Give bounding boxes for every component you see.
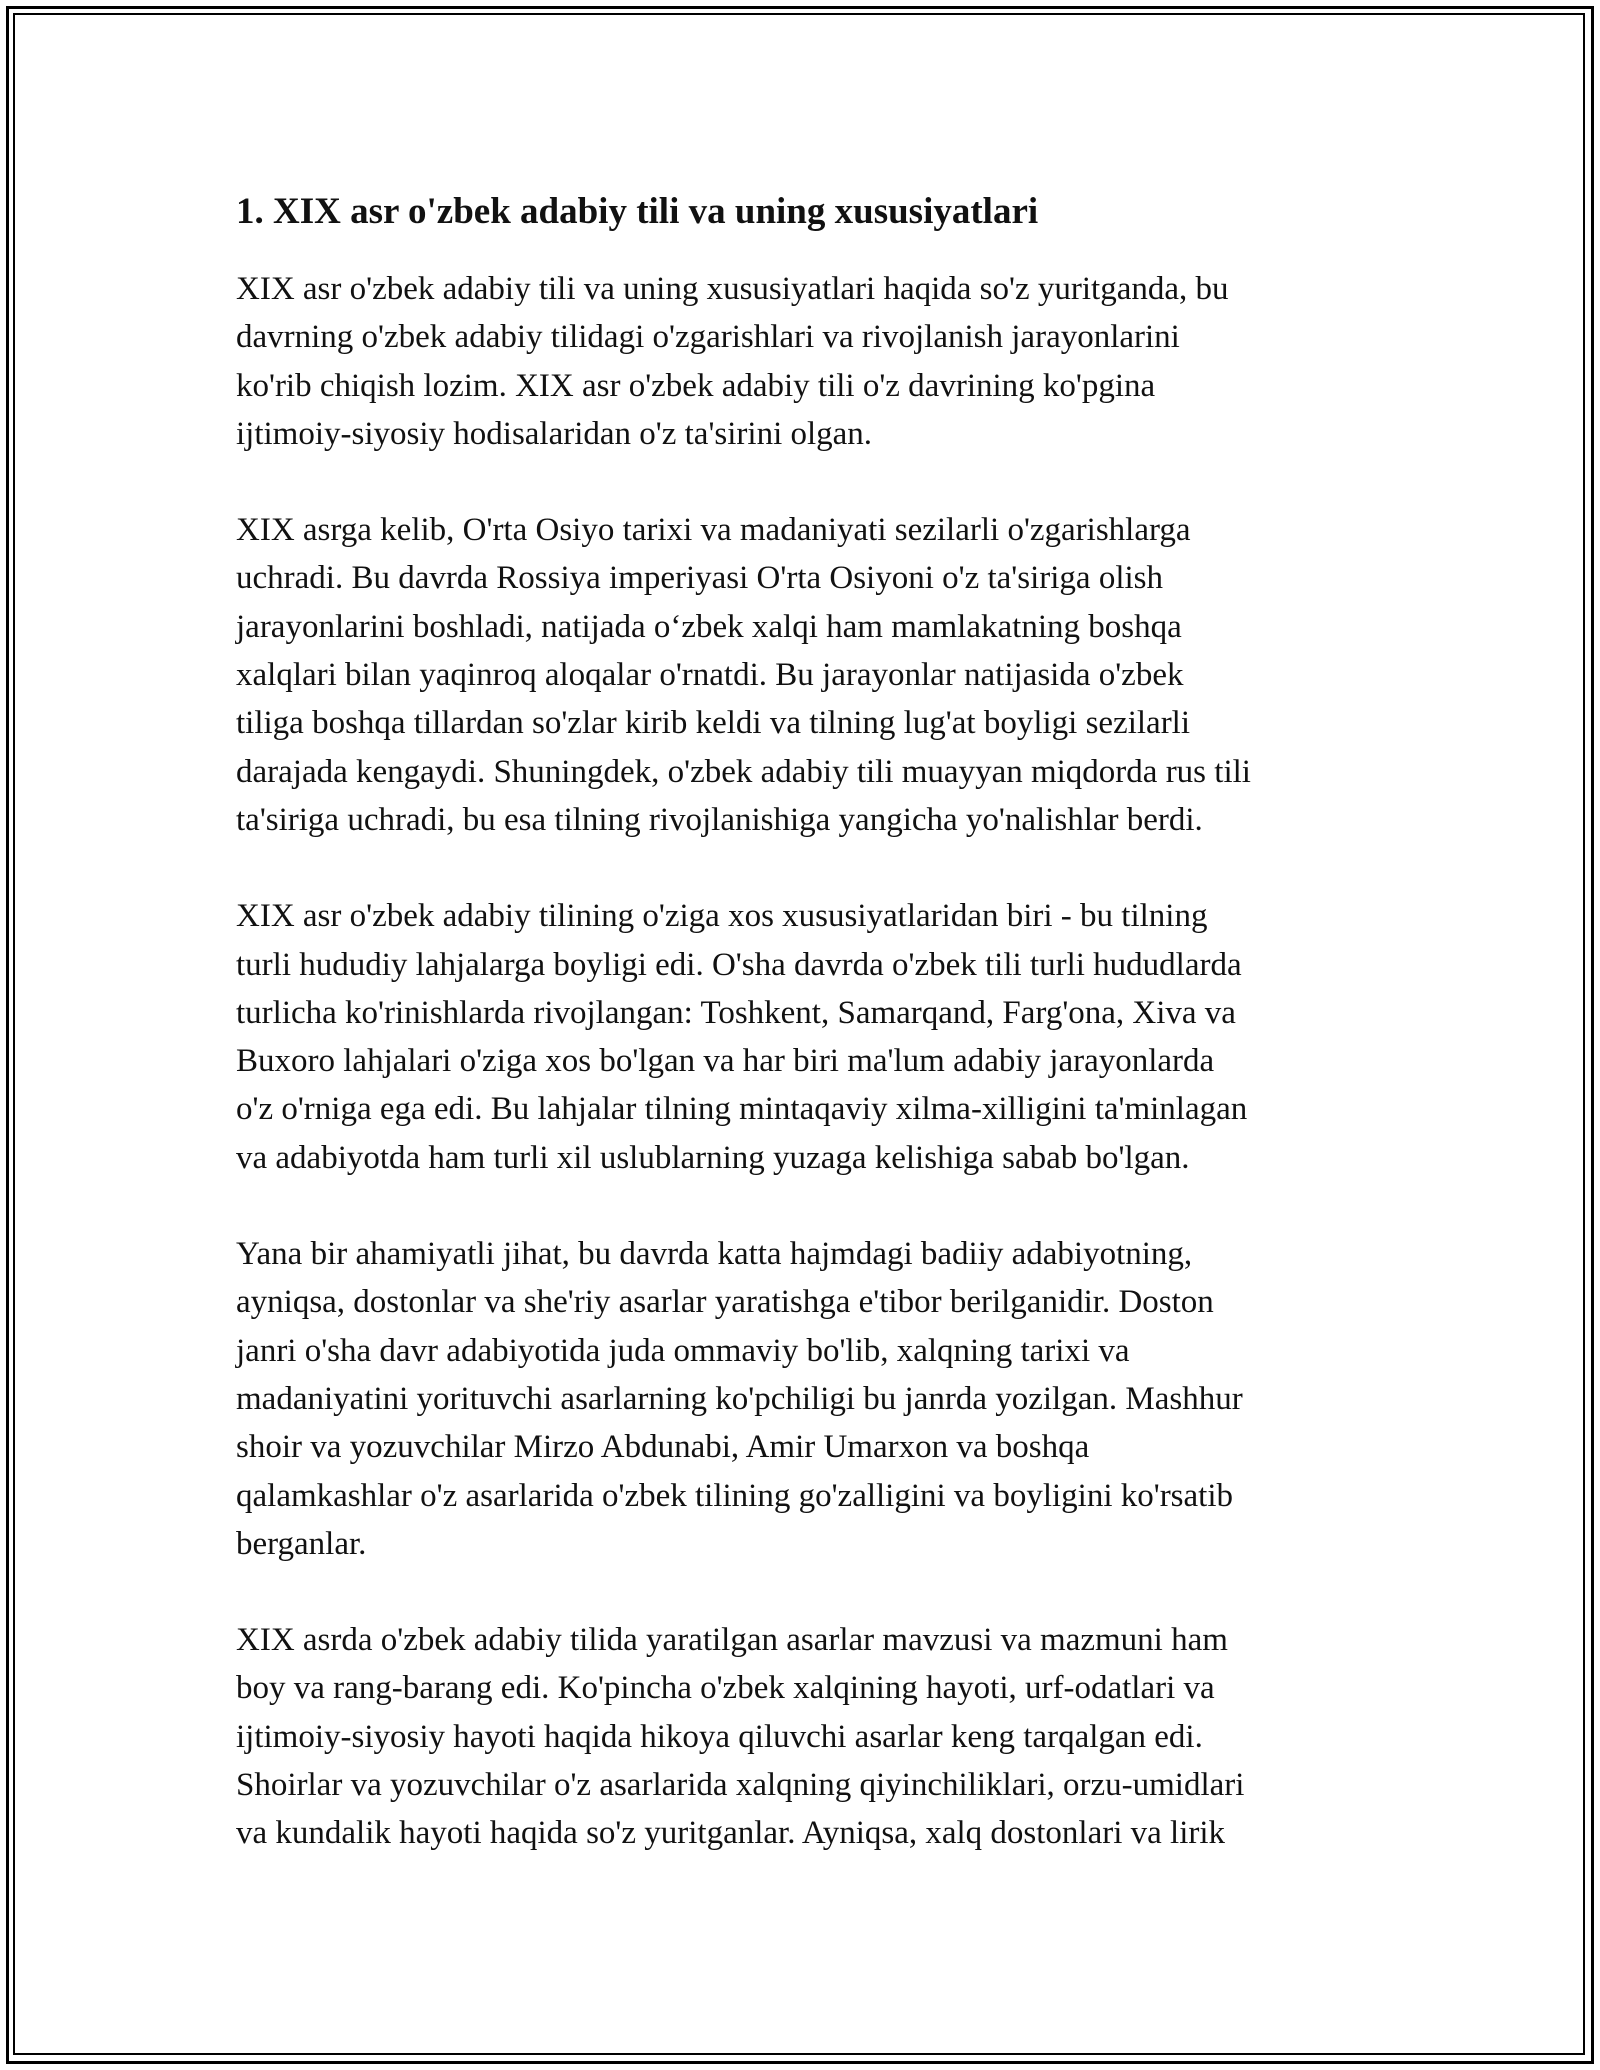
text-line: XIX asrda o'zbek adabiy tilida yaratilgan asarlar mavzusi va mazmuni ham <box>236 1622 1228 1659</box>
paragraph-3 <box>236 892 1376 1182</box>
paragraph-1 <box>236 265 1376 458</box>
text-line: turli hududiy lahjalarga boyligi edi. O'sha davrda o'zbek tili turli hududlarda <box>236 946 1242 983</box>
text-line: darajada kengaydi. Shuningdek, o'zbek adabiy tili muayyan miqdorda rus tili <box>236 753 1251 790</box>
text-line: turlicha ko'rinishlarda rivojlangan: Toshkent, Samarqand, Farg'ona, Xiva va <box>236 994 1236 1031</box>
text-line: madaniyatini yorituvchi asarlarning ko'pchiligi bu janrda yozilgan. Mashhur <box>236 1380 1243 1417</box>
text-line: ayniqsa, dostonlar va she'riy asarlar yaratishga e'tibor berilganidir. Doston <box>236 1284 1214 1321</box>
text-line: Buxoro lahjalari o'ziga xos bo'lgan va har biri ma'lum adabiy jarayonlarda <box>236 1043 1215 1080</box>
paragraph-2 <box>236 506 1376 844</box>
text-line: ko'rib chiqish lozim. XIX asr o'zbek adabiy tili o'z davrining ko'pgina <box>236 367 1156 404</box>
text-line: uchradi. Bu davrda Rossiya imperiyasi O'rta Osiyoni o'z ta'siriga olish <box>236 560 1163 597</box>
text-line: ijtimoiy-siyosiy hodisalaridan o'z ta'sirini olgan. <box>236 415 873 452</box>
text-line: xalqlari bilan yaqinroq aloqalar o'rnatdi. Bu jarayonlar natijasida o'zbek <box>236 657 1184 694</box>
text-line: va adabiyotda ham turli xil uslublarning yuzaga kelishiga sabab bo'lgan. <box>236 1139 1190 1176</box>
paragraph-4 <box>236 1230 1376 1568</box>
text-line: XIX asrga kelib, O'rta Osiyo tarixi va madaniyati sezilarli o'zgarishlarga <box>236 512 1191 549</box>
text-line: o'z o'rniga ega edi. Bu lahjalar tilning mintaqaviy xilma-xilligini ta'minlagan <box>236 1091 1248 1128</box>
text-line: shoir va yozuvchilar Mirzo Abdunabi, Amir Umarxon va boshqa <box>236 1429 1090 1466</box>
text-line: XIX asr o'zbek adabiy tili va uning xususiyatlari haqida so'z yuritganda, bu <box>236 271 1229 307</box>
text-line: boy va rang-barang edi. Ko'pincha o'zbek xalqining hayoti, urf-odatlari va <box>236 1670 1215 1707</box>
text-line: ta'siriga uchradi, bu esa tilning rivojlanishiga yangicha yo'nalishlar berdi. <box>236 801 1203 838</box>
text-line: qalamkashlar o'z asarlarida o'zbek tilining go'zalligini va boyligini ko'rsatib <box>236 1477 1234 1514</box>
text-line: jarayonlarini boshladi, natijada o‘zbek xalqi ham mamlakatning boshqa <box>236 608 1182 645</box>
text-line: va kundalik hayoti haqida so'z yuritganlar. Ayniqsa, xalq dostonlari va lirik <box>236 1815 1226 1852</box>
paragraph-5 <box>236 1616 1376 1857</box>
text-line: davrning o'zbek adabiy tilidagi o'zgarishlari va rivojlanish jarayonlarini <box>236 319 1180 356</box>
text-line: Yana bir ahamiyatli jihat, bu davrda katta hajmdagi badiiy adabiyotning, <box>236 1236 1193 1273</box>
section-heading: 1. XIX asr o'zbek adabiy tili va uning xususiyatlari <box>236 191 1039 232</box>
text-line: tiliga boshqa tillardan so'zlar kirib keldi va tilning lug'at boyligi sezilarli <box>236 705 1191 742</box>
document-body <box>236 186 1376 1906</box>
text-line: janri o'sha davr adabiyotida juda ommaviy bo'lib, xalqning tarixi va <box>236 1332 1130 1369</box>
text-line: XIX asr o'zbek adabiy tilining o'ziga xos xususiyatlaridan biri - bu tilning <box>236 898 1208 935</box>
text-line: berganlar. <box>236 1525 367 1562</box>
text-line: Shoirlar va yozuvchilar o'z asarlarida xalqning qiyinchiliklari, orzu-umidlari <box>236 1767 1245 1804</box>
text-line: ijtimoiy-siyosiy hayoti haqida hikoya qiluvchi asarlar keng tarqalgan edi. <box>236 1718 1203 1755</box>
